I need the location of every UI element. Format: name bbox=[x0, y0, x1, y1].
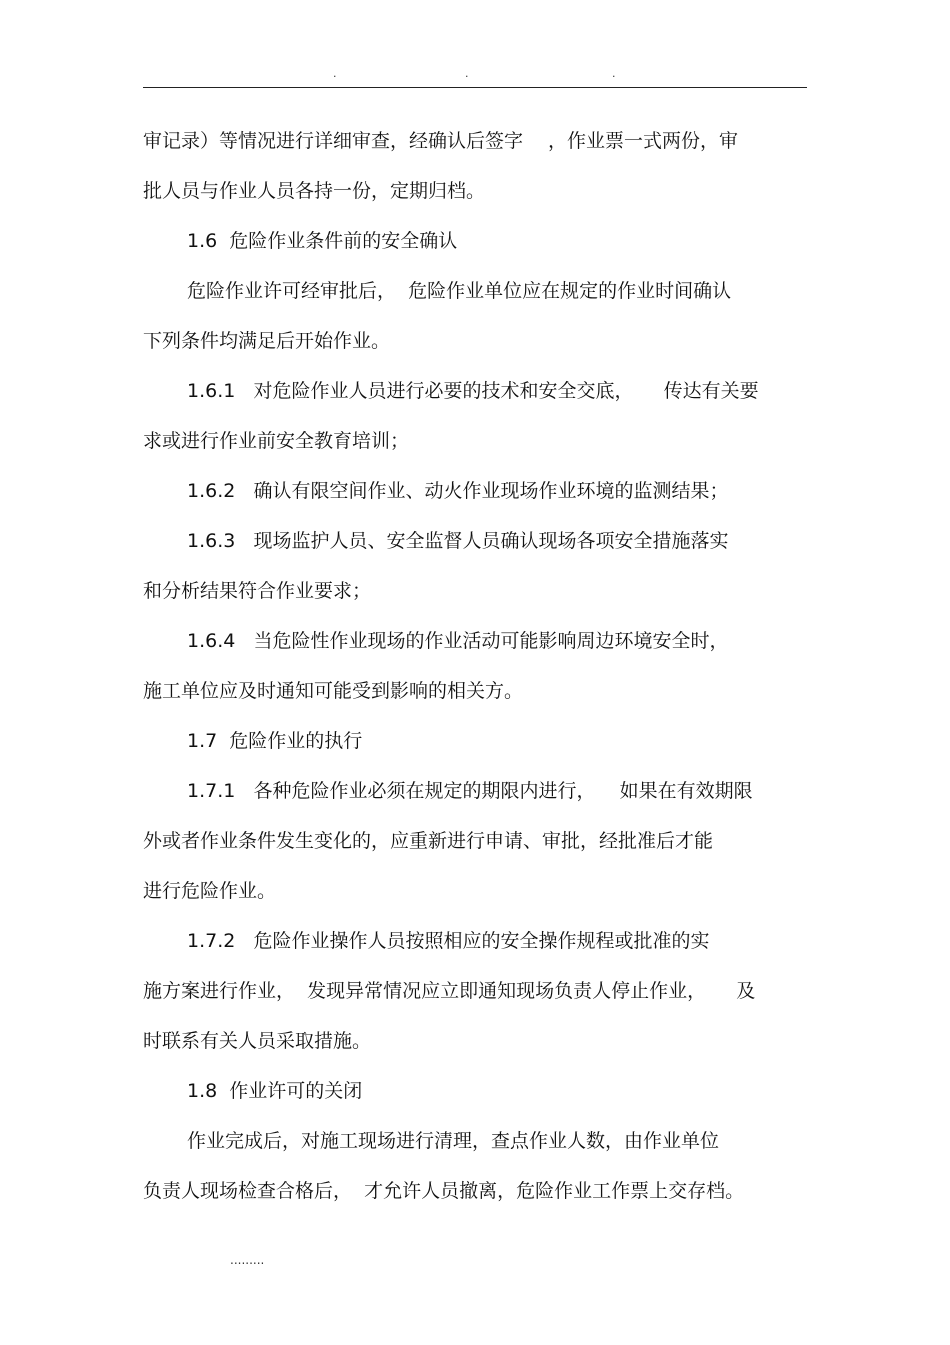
text-line: 求或进行作业前安全教育培训； bbox=[143, 430, 410, 452]
text-line: 和分析结果符合作业要求； bbox=[143, 580, 372, 602]
text-line: 审记录）等情况进行详细审查，经确认后签字 ，作业票一式两份，审 bbox=[143, 130, 739, 152]
text-line: 1.7.2 危险作业操作人员按照相应的安全操作规程或批准的实 bbox=[187, 930, 710, 952]
header-dot: · bbox=[612, 70, 616, 83]
text-line: 负责人现场检查合格后， 才允许人员撤离，危险作业工作票上交存档。 bbox=[143, 1180, 745, 1202]
text-line: 1.6.4 当危险性作业现场的作业活动可能影响周边环境安全时， bbox=[187, 630, 729, 652]
text-line: 批人员与作业人员各持一份，定期归档。 bbox=[143, 180, 486, 202]
page-footer-dots: ......... bbox=[230, 1253, 265, 1267]
text-line: 进行危险作业。 bbox=[143, 880, 277, 902]
section-heading: 1.8 作业许可的关闭 bbox=[187, 1080, 363, 1102]
section-heading: 1.7 危险作业的执行 bbox=[187, 730, 363, 752]
text-line: 作业完成后，对施工现场进行清理，查点作业人数，由作业单位 bbox=[187, 1130, 720, 1152]
header-dot: · bbox=[465, 70, 469, 83]
text-line: 施工单位应及时通知可能受到影响的相关方。 bbox=[143, 680, 524, 702]
text-line: 1.6.3 现场监护人员、安全监督人员确认现场各项安全措施落实 bbox=[187, 530, 729, 552]
page-header-dots bbox=[0, 70, 950, 84]
text-line: 下列条件均满足后开始作业。 bbox=[143, 330, 391, 352]
header-dot: · bbox=[333, 70, 337, 83]
text-line: 1.7.1 各种危险作业必须在规定的期限内进行， 如果在有效期限 bbox=[187, 780, 753, 802]
text-line: 时联系有关人员采取措施。 bbox=[143, 1030, 372, 1052]
text-line: 危险作业许可经审批后， 危险作业单位应在规定的作业时间确认 bbox=[187, 280, 732, 302]
header-rule bbox=[143, 87, 807, 88]
section-heading: 1.6 危险作业条件前的安全确认 bbox=[187, 230, 458, 252]
text-line: 1.6.2 确认有限空间作业、动火作业现场作业环境的监测结果； bbox=[187, 480, 729, 502]
text-line: 1.6.1 对危险作业人员进行必要的技术和安全交底， 传达有关要 bbox=[187, 380, 759, 402]
text-line: 外或者作业条件发生变化的，应重新进行申请、审批，经批准后才能 bbox=[143, 830, 714, 852]
text-line: 施方案进行作业， 发现异常情况应立即通知现场负责人停止作业， 及 bbox=[143, 980, 756, 1002]
